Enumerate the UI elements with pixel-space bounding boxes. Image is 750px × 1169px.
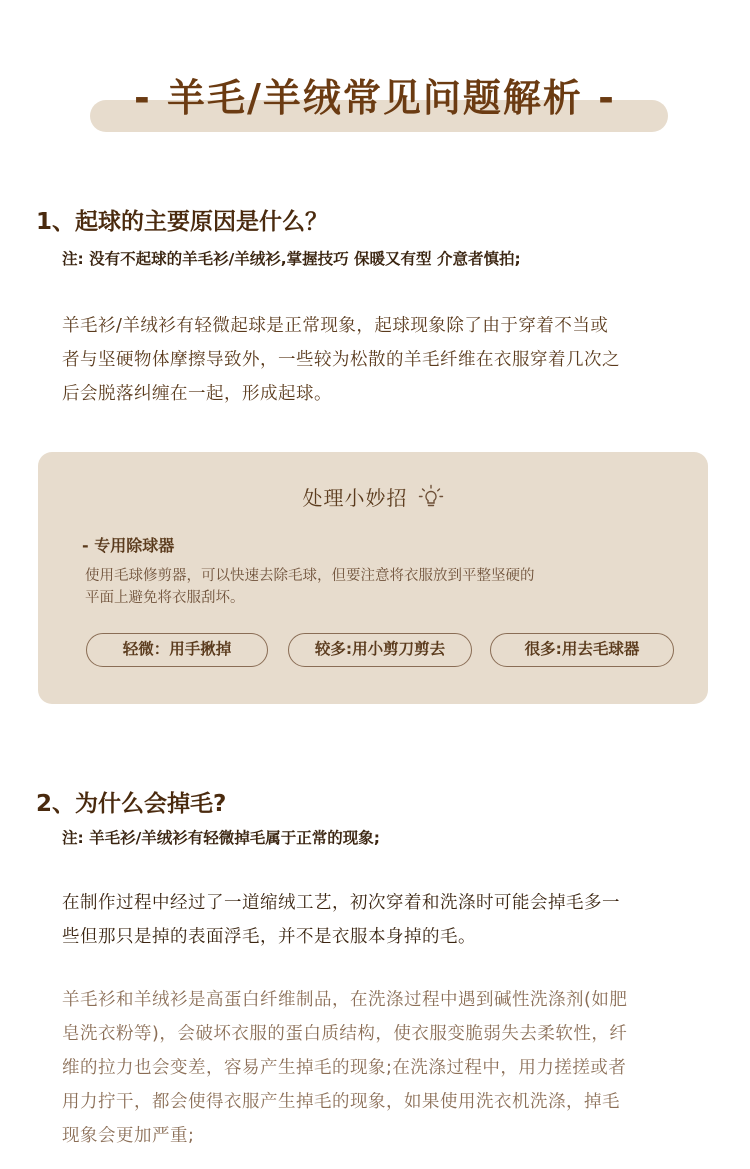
tip-subtitle: - 专用除球器 xyxy=(82,536,175,555)
body-line: 维的拉力也会变差，容易产生掉毛的现象;在洗涤过程中，用力搓搓或者 xyxy=(62,1058,627,1078)
question-2-title: 2、为什么会掉毛? xyxy=(36,791,227,817)
body-line: 用力拧干，都会使得衣服产生掉毛的现象，如果使用洗衣机洗涤，掉毛 xyxy=(62,1092,620,1112)
body-line: 现象会更加严重; xyxy=(62,1126,195,1146)
question-2-detail xyxy=(62,983,718,1153)
question-1-note: 注: 没有不起球的羊毛衫/羊绒衫,掌握技巧 保暖又有型 介意者慎拍; xyxy=(62,250,521,268)
tip-box xyxy=(38,452,708,704)
body-line: 些但那只是掉的表面浮毛，并不是衣服本身掉的毛。 xyxy=(62,927,476,947)
body-line: 皂洗衣粉等)，会破坏衣服的蛋白质结构，使衣服变脆弱失去柔软性，纤 xyxy=(62,1024,628,1044)
question-1-title: 1、起球的主要原因是什么？ xyxy=(36,209,329,235)
body-line: 者与坚硬物体摩擦导致外，一些较为松散的羊毛纤维在衣服穿着几次之 xyxy=(62,350,620,370)
title-banner xyxy=(0,62,750,142)
lightbulb-icon xyxy=(418,484,444,510)
tip-title: 处理小妙招 xyxy=(302,486,408,510)
tip-description xyxy=(85,565,685,609)
chip-heavy: 很多:用去毛球器 xyxy=(490,633,674,667)
tip-desc-line: 平面上避免将衣服刮坏。 xyxy=(85,590,245,606)
body-line: 羊毛衫/羊绒衫有轻微起球是正常现象，起球现象除了由于穿着不当或 xyxy=(62,316,609,336)
tip-title-row xyxy=(38,482,708,511)
tip-desc-line: 使用毛球修剪器，可以快速去除毛球，但要注意将衣服放到平整坚硬的 xyxy=(85,568,535,584)
body-line: 在制作过程中经过了一道缩绒工艺，初次穿着和洗涤时可能会掉毛多一 xyxy=(62,893,620,913)
body-line: 后会脱落纠缠在一起，形成起球。 xyxy=(62,384,332,404)
body-line: 羊毛衫和羊绒衫是高蛋白纤维制品，在洗涤过程中遇到碱性洗涤剂(如肥 xyxy=(62,990,628,1010)
chip-moderate: 较多:用小剪刀剪去 xyxy=(288,633,472,667)
question-1-body xyxy=(62,309,718,411)
chip-light: 轻微：用手揪掉 xyxy=(86,633,268,667)
page-title: - 羊毛/羊绒常见问题解析 - xyxy=(134,76,616,120)
question-2-note: 注: 羊毛衫/羊绒衫有轻微掉毛属于正常的现象; xyxy=(62,829,380,847)
question-2-body xyxy=(62,886,718,954)
